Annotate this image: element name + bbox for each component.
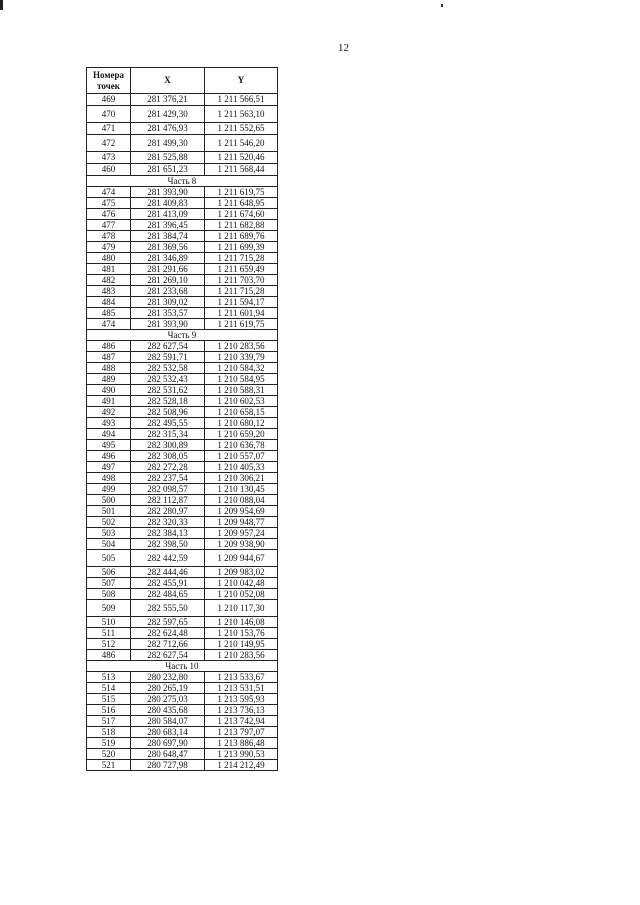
point-number-cell: 514 <box>87 683 131 694</box>
section-title-row <box>87 176 278 187</box>
point-number-cell: 486 <box>87 650 131 661</box>
point-number-cell: 474 <box>87 319 131 330</box>
table-row <box>87 528 278 539</box>
table-row <box>87 242 278 253</box>
y-coordinate-cell: 1 211 682,88 <box>205 220 278 231</box>
table-row <box>87 760 278 771</box>
y-coordinate-cell: 1 210 153,76 <box>205 628 278 639</box>
x-coordinate-cell: 281 393,90 <box>131 319 205 330</box>
point-number-cell: 476 <box>87 209 131 220</box>
x-coordinate-cell: 281 393,90 <box>131 187 205 198</box>
point-number-cell: 479 <box>87 242 131 253</box>
point-number-cell: 477 <box>87 220 131 231</box>
y-coordinate-cell: 1 209 954,69 <box>205 506 278 517</box>
point-number-cell: 502 <box>87 517 131 528</box>
y-coordinate-cell: 1 210 146,08 <box>205 617 278 628</box>
table-row <box>87 539 278 550</box>
y-coordinate-cell: 1 209 948,77 <box>205 517 278 528</box>
x-coordinate-cell: 281 476,93 <box>131 123 205 135</box>
point-number-cell: 493 <box>87 418 131 429</box>
header-x: X <box>131 68 205 94</box>
point-number-cell: 518 <box>87 727 131 738</box>
x-coordinate-cell: 282 624,48 <box>131 628 205 639</box>
x-coordinate-cell: 280 584,07 <box>131 716 205 727</box>
table-row <box>87 589 278 600</box>
table-row <box>87 264 278 275</box>
point-number-cell: 475 <box>87 198 131 209</box>
table-row <box>87 462 278 473</box>
point-number-cell: 491 <box>87 396 131 407</box>
x-coordinate-cell: 281 269,10 <box>131 275 205 286</box>
point-number-cell: 474 <box>87 187 131 198</box>
y-coordinate-cell: 1 214 212,49 <box>205 760 278 771</box>
point-number-cell: 520 <box>87 749 131 760</box>
x-coordinate-cell: 281 309,02 <box>131 297 205 308</box>
table-row <box>87 749 278 760</box>
table-row <box>87 578 278 589</box>
point-number-cell: 507 <box>87 578 131 589</box>
y-coordinate-cell: 1 210 602,53 <box>205 396 278 407</box>
x-coordinate-cell: 282 532,43 <box>131 374 205 385</box>
x-coordinate-cell: 281 413,09 <box>131 209 205 220</box>
y-coordinate-cell: 1 210 658,15 <box>205 407 278 418</box>
x-coordinate-cell: 280 697,90 <box>131 738 205 749</box>
point-number-cell: 480 <box>87 253 131 264</box>
header-point-numbers: Номера точек <box>87 68 131 94</box>
point-number-cell: 485 <box>87 308 131 319</box>
x-coordinate-cell: 280 648,47 <box>131 749 205 760</box>
table-row <box>87 705 278 716</box>
table-body <box>87 94 278 771</box>
x-coordinate-cell: 281 396,45 <box>131 220 205 231</box>
point-number-cell: 483 <box>87 286 131 297</box>
x-coordinate-cell: 280 727,98 <box>131 760 205 771</box>
section-title-row <box>87 330 278 341</box>
table-row <box>87 429 278 440</box>
point-number-cell: 516 <box>87 705 131 716</box>
y-coordinate-cell: 1 211 674,60 <box>205 209 278 220</box>
table-row <box>87 600 278 617</box>
y-coordinate-cell: 1 210 042,48 <box>205 578 278 589</box>
header-y: Y <box>205 68 278 94</box>
y-coordinate-cell: 1 213 742,94 <box>205 716 278 727</box>
y-coordinate-cell: 1 211 563,10 <box>205 106 278 123</box>
point-number-cell: 504 <box>87 539 131 550</box>
y-coordinate-cell: 1 210 149,95 <box>205 639 278 650</box>
x-coordinate-cell: 281 233,68 <box>131 286 205 297</box>
table-row <box>87 506 278 517</box>
point-number-cell: 484 <box>87 297 131 308</box>
x-coordinate-cell: 282 320,33 <box>131 517 205 528</box>
y-coordinate-cell: 1 213 533,67 <box>205 672 278 683</box>
table-row <box>87 275 278 286</box>
x-coordinate-cell: 280 265,19 <box>131 683 205 694</box>
scan-dot-mark <box>441 4 443 7</box>
x-coordinate-cell: 282 597,65 <box>131 617 205 628</box>
x-coordinate-cell: 282 455,91 <box>131 578 205 589</box>
x-coordinate-cell: 282 484,65 <box>131 589 205 600</box>
x-coordinate-cell: 281 376,21 <box>131 94 205 106</box>
y-coordinate-cell: 1 211 594,17 <box>205 297 278 308</box>
x-coordinate-cell: 282 627,54 <box>131 341 205 352</box>
point-number-cell: 489 <box>87 374 131 385</box>
x-coordinate-cell: 282 627,54 <box>131 650 205 661</box>
y-coordinate-cell: 1 210 088,04 <box>205 495 278 506</box>
point-number-cell: 469 <box>87 94 131 106</box>
point-number-cell: 470 <box>87 106 131 123</box>
y-coordinate-cell: 1 211 552,65 <box>205 123 278 135</box>
y-coordinate-cell: 1 210 557,07 <box>205 451 278 462</box>
table-row <box>87 683 278 694</box>
table-row <box>87 567 278 578</box>
y-coordinate-cell: 1 210 659,20 <box>205 429 278 440</box>
x-coordinate-cell: 282 308,05 <box>131 451 205 462</box>
x-coordinate-cell: 282 300,89 <box>131 440 205 451</box>
y-coordinate-cell: 1 209 983,02 <box>205 567 278 578</box>
y-coordinate-cell: 1 211 703,70 <box>205 275 278 286</box>
y-coordinate-cell: 1 211 715,28 <box>205 286 278 297</box>
point-number-cell: 498 <box>87 473 131 484</box>
table-row <box>87 220 278 231</box>
point-number-cell: 478 <box>87 231 131 242</box>
point-number-cell: 505 <box>87 550 131 567</box>
x-coordinate-cell: 281 369,56 <box>131 242 205 253</box>
table-row <box>87 550 278 567</box>
table-row <box>87 650 278 661</box>
point-number-cell: 515 <box>87 694 131 705</box>
point-number-cell: 500 <box>87 495 131 506</box>
point-number-cell: 517 <box>87 716 131 727</box>
table-row <box>87 451 278 462</box>
table-row <box>87 440 278 451</box>
table-row <box>87 617 278 628</box>
point-number-cell: 509 <box>87 600 131 617</box>
y-coordinate-cell: 1 213 736,13 <box>205 705 278 716</box>
point-number-cell: 490 <box>87 385 131 396</box>
x-coordinate-cell: 281 409,83 <box>131 198 205 209</box>
x-coordinate-cell: 281 384,74 <box>131 231 205 242</box>
table-row <box>87 385 278 396</box>
y-coordinate-cell: 1 211 568,44 <box>205 164 278 176</box>
y-coordinate-cell: 1 211 699,39 <box>205 242 278 253</box>
table-row <box>87 187 278 198</box>
x-coordinate-cell: 282 442,59 <box>131 550 205 567</box>
table-row <box>87 407 278 418</box>
y-coordinate-cell: 1 209 938,90 <box>205 539 278 550</box>
y-coordinate-cell: 1 210 588,31 <box>205 385 278 396</box>
x-coordinate-cell: 282 098,57 <box>131 484 205 495</box>
y-coordinate-cell: 1 213 797,07 <box>205 727 278 738</box>
table-row <box>87 363 278 374</box>
table-row <box>87 473 278 484</box>
x-coordinate-cell: 282 555,50 <box>131 600 205 617</box>
header-row <box>87 68 278 94</box>
y-coordinate-cell: 1 211 546,20 <box>205 135 278 152</box>
table-row <box>87 694 278 705</box>
point-number-cell: 497 <box>87 462 131 473</box>
table-row <box>87 639 278 650</box>
table-row <box>87 286 278 297</box>
point-number-cell: 481 <box>87 264 131 275</box>
y-coordinate-cell: 1 211 601,94 <box>205 308 278 319</box>
table-row <box>87 297 278 308</box>
table-row <box>87 738 278 749</box>
y-coordinate-cell: 1 210 283,56 <box>205 341 278 352</box>
table-row <box>87 152 278 164</box>
section-title: Часть 10 <box>87 661 278 672</box>
y-coordinate-cell: 1 210 130,45 <box>205 484 278 495</box>
y-coordinate-cell: 1 213 531,51 <box>205 683 278 694</box>
x-coordinate-cell: 281 525,88 <box>131 152 205 164</box>
point-number-cell: 503 <box>87 528 131 539</box>
table-row <box>87 164 278 176</box>
point-number-cell: 472 <box>87 135 131 152</box>
table-row <box>87 495 278 506</box>
y-coordinate-cell: 1 210 636,78 <box>205 440 278 451</box>
section-title-row <box>87 661 278 672</box>
y-coordinate-cell: 1 211 619,75 <box>205 187 278 198</box>
point-number-cell: 471 <box>87 123 131 135</box>
x-coordinate-cell: 282 444,46 <box>131 567 205 578</box>
point-number-cell: 510 <box>87 617 131 628</box>
x-coordinate-cell: 282 528,18 <box>131 396 205 407</box>
y-coordinate-cell: 1 210 283,56 <box>205 650 278 661</box>
y-coordinate-cell: 1 211 715,28 <box>205 253 278 264</box>
point-number-cell: 473 <box>87 152 131 164</box>
section-title: Часть 8 <box>87 176 278 187</box>
table-row <box>87 396 278 407</box>
y-coordinate-cell: 1 211 648,95 <box>205 198 278 209</box>
x-coordinate-cell: 282 508,96 <box>131 407 205 418</box>
y-coordinate-cell: 1 211 619,75 <box>205 319 278 330</box>
point-number-cell: 521 <box>87 760 131 771</box>
y-coordinate-cell: 1 210 405,33 <box>205 462 278 473</box>
table-row <box>87 253 278 264</box>
point-number-cell: 492 <box>87 407 131 418</box>
point-number-cell: 519 <box>87 738 131 749</box>
point-number-cell: 487 <box>87 352 131 363</box>
point-number-cell: 488 <box>87 363 131 374</box>
table-row <box>87 628 278 639</box>
point-number-cell: 494 <box>87 429 131 440</box>
point-number-cell: 499 <box>87 484 131 495</box>
y-coordinate-cell: 1 210 306,21 <box>205 473 278 484</box>
x-coordinate-cell: 282 591,71 <box>131 352 205 363</box>
x-coordinate-cell: 281 499,30 <box>131 135 205 152</box>
y-coordinate-cell: 1 210 117,30 <box>205 600 278 617</box>
x-coordinate-cell: 282 398,50 <box>131 539 205 550</box>
x-coordinate-cell: 280 435,68 <box>131 705 205 716</box>
x-coordinate-cell: 282 315,34 <box>131 429 205 440</box>
table-row <box>87 198 278 209</box>
x-coordinate-cell: 280 275,03 <box>131 694 205 705</box>
y-coordinate-cell: 1 210 584,32 <box>205 363 278 374</box>
table-row <box>87 484 278 495</box>
point-number-cell: 511 <box>87 628 131 639</box>
y-coordinate-cell: 1 210 052,08 <box>205 589 278 600</box>
y-coordinate-cell: 1 213 886,48 <box>205 738 278 749</box>
y-coordinate-cell: 1 213 595,93 <box>205 694 278 705</box>
x-coordinate-cell: 281 651,23 <box>131 164 205 176</box>
point-number-cell: 460 <box>87 164 131 176</box>
y-coordinate-cell: 1 211 659,49 <box>205 264 278 275</box>
x-coordinate-cell: 282 280,97 <box>131 506 205 517</box>
x-coordinate-cell: 282 112,87 <box>131 495 205 506</box>
table-row <box>87 418 278 429</box>
x-coordinate-cell: 282 384,13 <box>131 528 205 539</box>
x-coordinate-cell: 282 712,66 <box>131 639 205 650</box>
table-row <box>87 672 278 683</box>
section-title: Часть 9 <box>87 330 278 341</box>
point-number-cell: 486 <box>87 341 131 352</box>
point-number-cell: 482 <box>87 275 131 286</box>
table-row <box>87 517 278 528</box>
point-number-cell: 495 <box>87 440 131 451</box>
point-number-cell: 506 <box>87 567 131 578</box>
x-coordinate-cell: 282 272,28 <box>131 462 205 473</box>
x-coordinate-cell: 280 683,14 <box>131 727 205 738</box>
point-number-cell: 513 <box>87 672 131 683</box>
x-coordinate-cell: 282 237,54 <box>131 473 205 484</box>
table-row <box>87 352 278 363</box>
table-row <box>87 231 278 242</box>
table-row <box>87 716 278 727</box>
coordinates-table <box>86 67 278 771</box>
table-row <box>87 727 278 738</box>
y-coordinate-cell: 1 211 689,76 <box>205 231 278 242</box>
x-coordinate-cell: 282 532,58 <box>131 363 205 374</box>
point-number-cell: 501 <box>87 506 131 517</box>
table-row <box>87 123 278 135</box>
table-row <box>87 106 278 123</box>
table-row <box>87 135 278 152</box>
point-number-cell: 512 <box>87 639 131 650</box>
y-coordinate-cell: 1 210 680,12 <box>205 418 278 429</box>
y-coordinate-cell: 1 209 944,67 <box>205 550 278 567</box>
table-row <box>87 319 278 330</box>
table-row <box>87 308 278 319</box>
table-row <box>87 94 278 106</box>
y-coordinate-cell: 1 209 957,24 <box>205 528 278 539</box>
page-number: 12 <box>338 42 349 54</box>
y-coordinate-cell: 1 210 339,79 <box>205 352 278 363</box>
x-coordinate-cell: 282 495,55 <box>131 418 205 429</box>
x-coordinate-cell: 282 531,62 <box>131 385 205 396</box>
x-coordinate-cell: 281 353,57 <box>131 308 205 319</box>
x-coordinate-cell: 281 291,66 <box>131 264 205 275</box>
y-coordinate-cell: 1 210 584,95 <box>205 374 278 385</box>
y-coordinate-cell: 1 211 520,46 <box>205 152 278 164</box>
x-coordinate-cell: 281 429,30 <box>131 106 205 123</box>
x-coordinate-cell: 280 232,80 <box>131 672 205 683</box>
table-row <box>87 209 278 220</box>
table-row <box>87 341 278 352</box>
y-coordinate-cell: 1 211 566,51 <box>205 94 278 106</box>
point-number-cell: 496 <box>87 451 131 462</box>
x-coordinate-cell: 281 346,89 <box>131 253 205 264</box>
y-coordinate-cell: 1 213 990,53 <box>205 749 278 760</box>
scan-edge-mark <box>0 0 3 10</box>
point-number-cell: 508 <box>87 589 131 600</box>
table-row <box>87 374 278 385</box>
